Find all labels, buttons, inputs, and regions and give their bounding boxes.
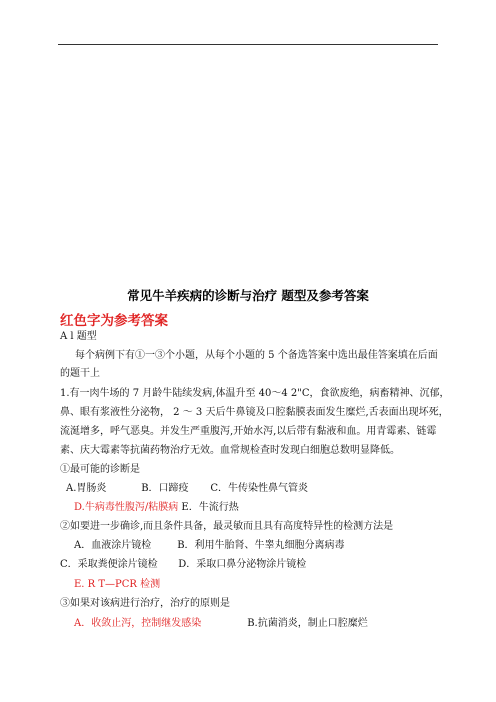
question-1-stem: ①最可能的诊断是 bbox=[60, 464, 140, 475]
question-3-stem: ③如果对该病进行治疗，治疗的原则是 bbox=[60, 598, 230, 609]
question-3-options-row-1 bbox=[74, 617, 368, 630]
q1-option-e: E．牛流行热 bbox=[181, 502, 239, 513]
case-line-2: 鼻、眼有浆液性分泌物， 2 ～ 3 天后牛鼻镜及口腔黏膜表面发生糜烂,舌表面出现坏死， bbox=[60, 407, 449, 418]
case-line-3: 流涎增多，呼气恶臭。并发生严重腹泻,开始水泻,以后带有黏液和血。用青霉素、链霉 bbox=[60, 426, 437, 437]
document-title: 常见牛羊疾病的诊断与治疗 题型及参考答案 bbox=[127, 288, 369, 303]
section-label: A l 题型 bbox=[60, 331, 97, 342]
q1-option-c: C．牛传染性鼻气管炎 bbox=[210, 483, 309, 494]
header-rule bbox=[58, 44, 438, 45]
q3-option-a-answer: A．收敛止泻，控制继发感染 bbox=[74, 618, 202, 629]
intro-line-2: 的题干上 bbox=[60, 368, 100, 379]
case-line-1: 1.有一肉牛场的 7 月龄牛陆续发病,体温升至 40～4 2"C，食欲废绝，病畜精神、沉郁， bbox=[60, 388, 450, 399]
case-line-4: 素、庆大霉素等抗菌药物治疗无效。血常规检查时发现白细胞总数明显降低。 bbox=[60, 445, 400, 456]
q2-option-b: B．利用牛胎肾、牛睾丸细胞分离病毒 bbox=[177, 540, 345, 551]
q2-option-d: D．采取口鼻分泌物涂片镜检 bbox=[178, 559, 307, 570]
question-1-options-row-1 bbox=[66, 482, 308, 495]
q2-option-e-answer: E. R T—PCR 检测 bbox=[74, 579, 161, 590]
question-2-stem: ②如要进一步确诊,而且条件具备，最灵敏而且具有高度特异性的检测方法是 bbox=[60, 521, 394, 532]
q1-option-a: A.胃肠炎 bbox=[66, 483, 107, 494]
question-2-options-row-1 bbox=[74, 539, 345, 552]
intro-line-1: 每个病例下有①一③个小题，从每个小题的 5 个备选答案中选出最佳答案填在后面 bbox=[75, 350, 438, 361]
question-2-options-row-2 bbox=[60, 558, 306, 571]
q1-option-d-answer: D.牛病毒性腹泻/粘膜病 bbox=[74, 502, 179, 513]
question-1-options-row-2 bbox=[74, 501, 239, 514]
answer-color-note: 红色字为参考答案 bbox=[60, 313, 168, 329]
q1-option-b: B．口蹄疫 bbox=[141, 483, 189, 494]
q2-option-a: A．血液涂片镜检 bbox=[74, 540, 152, 551]
q3-option-b: B.抗菌消炎，制止口腔糜烂 bbox=[247, 618, 368, 629]
q2-option-c: C．采取粪便涂片镜检 bbox=[60, 559, 158, 570]
